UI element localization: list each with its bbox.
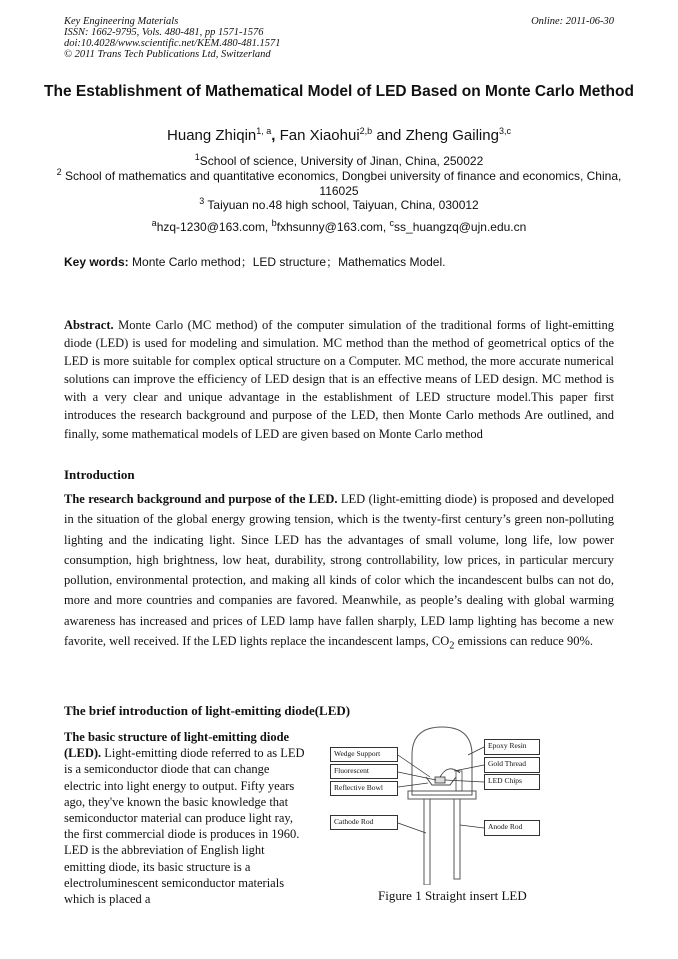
author-separator: and [372,127,406,144]
email-sup: a [151,218,157,228]
author-line [40,126,638,144]
label-epoxy-resin: Epoxy Resin [484,739,540,755]
affiliation-text: School of mathematics and quantitative economics, Dongbei university of finance and economics, China, 116025 [61,169,622,198]
affiliation-sup: 3 [199,196,205,206]
leader-line [398,772,436,780]
led-figure [328,725,550,885]
label-led-chips: LED Chips [484,774,540,790]
online-date: Online: 2011-06-30 [531,16,614,27]
leader-line [398,823,426,833]
leader-line [398,783,428,787]
affiliation-sup: 2 [56,167,62,177]
affiliation-text: Taiyuan no.48 high school, Taiyuan, China, 030012 [204,198,479,212]
section-paragraph [64,729,308,907]
email-link[interactable]: fxhsunny@163.com, [276,220,390,234]
author-sup: 1, a [256,126,272,136]
anode-lead [454,799,460,879]
keywords-label: Key words: [64,255,129,269]
introduction-heading: Introduction [64,467,135,482]
author-sup: 3,c [498,126,511,136]
leader-line [460,825,484,828]
label-fluorescent: Fluorescent [330,764,398,779]
keywords [64,253,445,270]
leader-line [454,765,484,771]
paper-title: The Establishment of Mathematical Model of LED Based on Monte Carlo Method [44,83,634,100]
affiliation-text: School of science, University of Jinan, China, 250022 [199,154,484,168]
journal-header [64,16,281,60]
email-sup: b [271,218,277,228]
co2-subscript: 2 [449,640,455,652]
email-link[interactable]: hzq-1230@163.com, [156,220,272,234]
journal-copyright: © 2011 Trans Tech Publications Ltd, Switzerland [64,49,271,60]
author-name: Zheng Gailing [405,127,499,144]
email-link[interactable]: ss_huangzq@ujn.edu.cn [394,220,527,234]
cathode-lead [424,799,430,885]
introduction-paragraph [64,489,614,657]
author-sup: 2,b [359,126,373,136]
author-name: Fan Xiaohui [279,127,360,144]
journal-doi: doi:10.4028/www.scientific.net/KEM.480-481.1571 [64,38,281,49]
abstract-label: Abstract. [64,318,114,332]
author-separator: , [271,127,280,144]
abstract [64,316,614,443]
journal-issn: ISSN: 1662-9795, Vols. 480-481, pp 1571-1576 [64,27,264,38]
section-subheading: The basic structure of light-emitting diode (LED). [64,730,290,761]
author-name: Huang Zhiqin [167,127,257,144]
abstract-text: Monte Carlo (MC method) of the computer simulation of the traditional forms of light-emitting diode (LED) is used for modeling and simulation. MC method than the method of geometrical optics of the LED is more suitable for complex optical structure on a Computer. MC method, the more accurate numerical solutions can improve the efficiency of LED design that is an effective means of LED design. MC method is with a very clear and unique advantage in the establishment of LED structure model.This paper first introduces the research background and purpose of the LED, then Monte Carlo methods Are outlined, and finally, some mathematical models of LED are given based on Monte Carlo method [64,318,614,441]
section-heading: The brief introduction of light-emitting diode(LED) [64,703,351,718]
introduction-text: LED (light-emitting diode) is proposed and developed in the situation of the global energy growing tension, which is the twenty-first century’s green non-polluting lighting and the indicating light. Since LED has the advantages of small volume, long life, low power consumption, high brightness, low heat, durability, strong controllability, low prices, in particular mercury pollution, environmental protection, and making all kinds of color which the incandescent bulbs can not do, more and more countries and companies are favored. Meanwhile, as people’s dealing with global warming awareness has increased and prices of LED lamp have fallen sharply, LED lamp lighting has become a new favorite, well received. If the LED lights replace the incandescent lamps, CO [64,492,614,649]
email-sup: c [389,218,395,228]
email-line [40,216,638,235]
label-wedge-support: Wedge Support [330,747,398,762]
figure-caption: Figure 1 Straight insert LED [378,888,527,903]
leader-line [468,747,484,755]
leader-line [398,755,430,777]
led-chip-shape [435,777,445,783]
label-gold-thread: Gold Thread [484,757,540,773]
label-reflective-bowl: Reflective Bowl [330,781,398,796]
introduction-text-end: emissions can reduce 90%. [454,634,593,649]
affiliation-3 [40,194,638,213]
keywords-text: Monte Carlo method；LED structure；Mathematics Model. [128,255,446,269]
journal-name: Key Engineering Materials [64,16,179,27]
introduction-subheading: The research background and purpose of the LED. [64,492,338,506]
section-text: Light-emitting diode referred to as LED is a semiconductor diode that can change electric into light energy to output. Fifty years ago, they've known the basic knowledge that semiconductor material can produce light ray, the first commercial diode is produces in 1960. LED is the abbreviation of English light emitting diode, its basic structure is a electroluminescent semiconductor materials which is placed a [64,746,305,907]
leader-line [445,780,484,782]
label-cathode-rod: Cathode Rod [330,815,398,830]
affiliation-sup: 1 [194,152,200,162]
label-anode-rod: Anode Rod [484,820,540,836]
